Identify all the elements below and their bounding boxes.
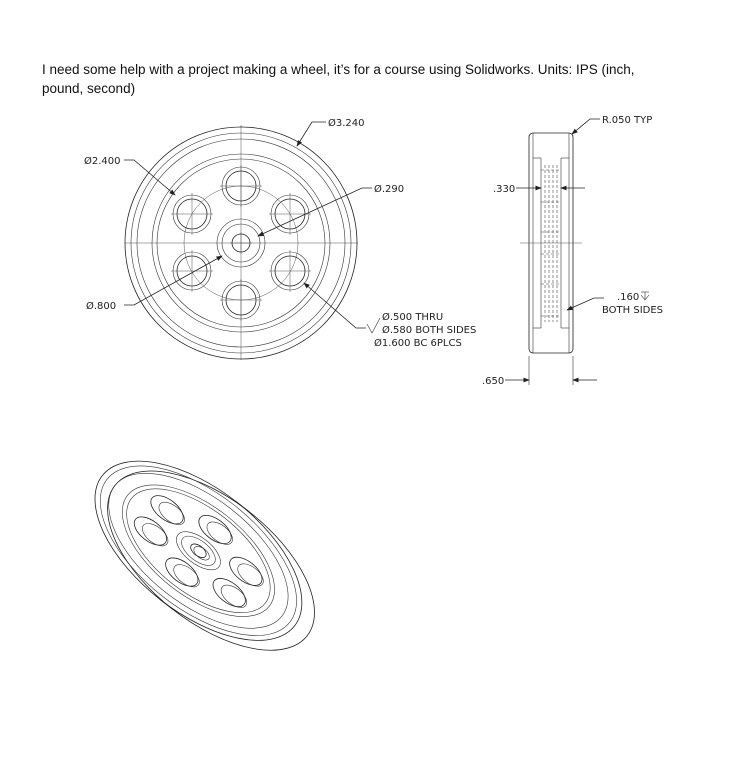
hole-callout-line-1: Ø.500 THRU bbox=[382, 312, 444, 323]
hidden-hole-lines bbox=[541, 165, 561, 322]
dim-rim-diameter: Ø2.400 bbox=[84, 156, 121, 167]
side-view bbox=[482, 115, 663, 387]
question-line-2: pound, second) bbox=[42, 81, 136, 96]
dim-center-hole-diameter: Ø.290 bbox=[374, 184, 405, 195]
bolt-hole-top-right bbox=[269, 193, 311, 235]
counterbore-symbol bbox=[367, 318, 380, 333]
bolt-hole-top bbox=[220, 165, 262, 207]
leader-hole-callout bbox=[304, 283, 366, 328]
depth-symbol bbox=[641, 292, 649, 300]
leader-radius bbox=[572, 119, 600, 134]
question-line-1: I need some help with a project making a wheel, it’s for a course using Solidworks. Units: IPS (inch, bbox=[42, 62, 635, 77]
hole-callout-line-2: Ø.580 BOTH SIDES bbox=[382, 325, 477, 336]
bolt-hole-bottom-right bbox=[269, 250, 311, 292]
hole-callout-line-3: Ø1.600 BC 6PLCS bbox=[374, 338, 462, 349]
dim-outer-diameter: Ø3.240 bbox=[328, 118, 365, 129]
bolt-hole-bottom bbox=[220, 279, 262, 321]
leader-depth bbox=[567, 298, 604, 310]
front-view bbox=[84, 117, 476, 360]
dim-depth-note: BOTH SIDES bbox=[602, 305, 664, 316]
bolt-hole-top-left bbox=[171, 193, 213, 235]
isometric-view bbox=[64, 427, 345, 685]
dim-hub-diameter: Ø.800 bbox=[86, 301, 117, 312]
dim-radius: R.050 TYP bbox=[602, 115, 653, 126]
dim-inner-width: .330 bbox=[493, 184, 516, 195]
dim-overall-width: .650 bbox=[482, 376, 505, 387]
leader-outer-dia bbox=[297, 122, 326, 146]
leader-rim-dia bbox=[124, 160, 175, 195]
bolt-hole-bottom-left bbox=[171, 250, 213, 292]
dim-depth: .160 bbox=[617, 292, 640, 303]
